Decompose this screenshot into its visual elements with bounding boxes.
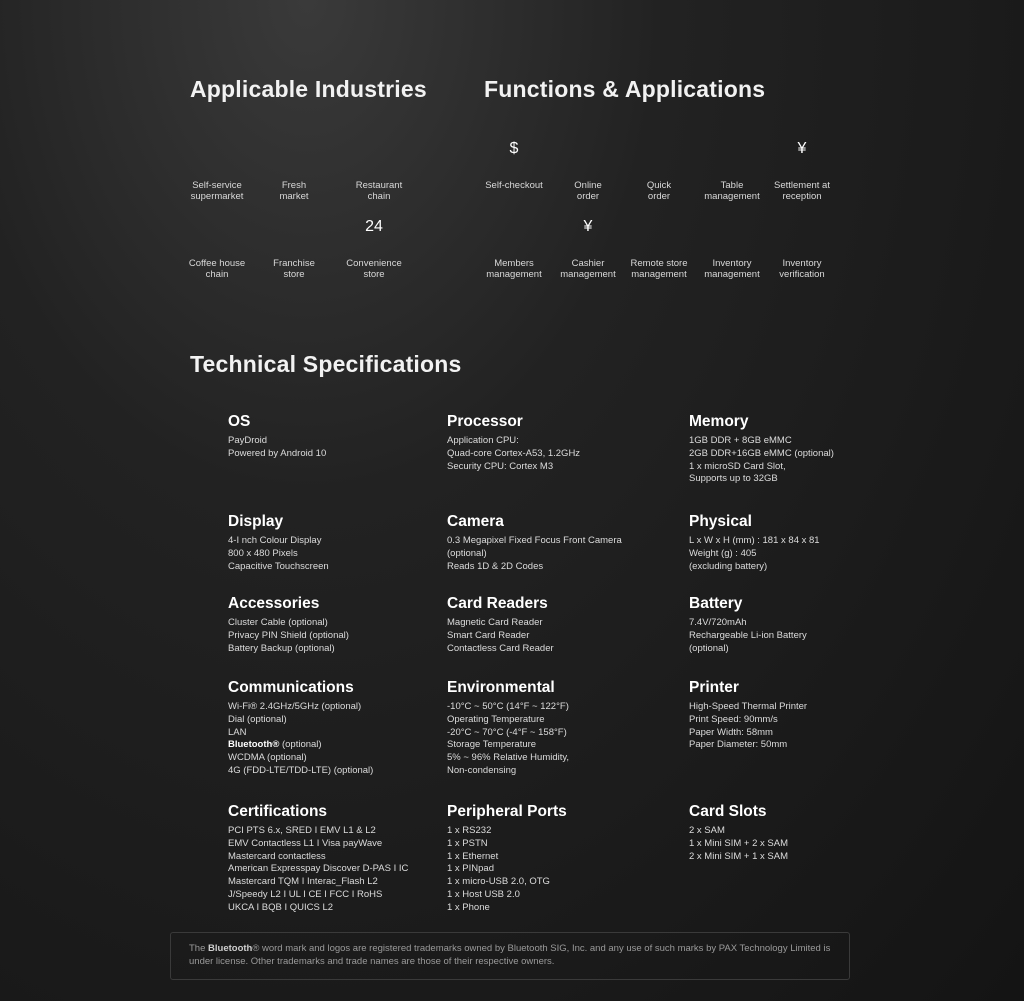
spec-line: Operating Temperature xyxy=(447,713,545,725)
spec-line: 2GB DDR+16GB eMMC (optional) xyxy=(689,447,834,459)
spec-line: Print Speed: 90mm/s xyxy=(689,713,778,725)
cutlery-icon xyxy=(361,140,397,176)
industry-item xyxy=(175,140,259,202)
spec-line: -20°C ~ 70°C (-4°F ~ 158°F) xyxy=(447,726,567,738)
spec-line: Paper Width: 58mm xyxy=(689,726,773,738)
spec-line: 1 x Mini SIM + 2 x SAM xyxy=(689,837,788,849)
spec-title: Card Readers xyxy=(447,595,548,612)
function-item xyxy=(617,140,701,202)
trademark-notice: The Bluetooth® word mark and logos are registered trademarks owned by Bluetooth SIG, Inc. and any use of such marks by PAX Technology Limited is under license. Other trademarks and trade names are those of their respective owners. xyxy=(170,932,850,980)
spec-line: 0.3 Megapixel Fixed Focus Front Camera xyxy=(447,535,622,546)
spec-line: L x W x H (mm) : 181 x 84 x 81 xyxy=(689,535,820,546)
function-label: Cashier management xyxy=(560,258,616,280)
spec-lines xyxy=(228,825,408,915)
battery-icon xyxy=(651,594,673,616)
printer-icon xyxy=(651,678,673,700)
spec-title: Certifications xyxy=(228,803,328,820)
spec-line: (optional) xyxy=(689,642,729,654)
spec-line: 1 x micro-USB 2.0, OTG xyxy=(447,876,550,888)
function-item xyxy=(760,218,844,280)
function-label: Inventory verification xyxy=(779,258,825,280)
industry-item xyxy=(252,140,336,202)
search-box-icon xyxy=(784,218,820,254)
spec-title: Memory xyxy=(689,413,749,430)
spec-line: (excluding battery) xyxy=(689,560,768,572)
spec-line: 800 x 480 Pixels xyxy=(228,547,298,559)
spec-lines xyxy=(689,701,807,752)
function-label: Members management xyxy=(486,258,542,280)
receipt-icon xyxy=(496,140,532,176)
spec-lines xyxy=(689,435,834,486)
industry-label: Coffee house chain xyxy=(188,258,246,280)
industry-label: Franchise store xyxy=(273,258,315,280)
functions-title: Functions & Applications xyxy=(484,76,766,102)
box-icon xyxy=(714,218,750,254)
sim-slot-icon xyxy=(651,802,673,824)
spec-title: Physical xyxy=(689,513,752,530)
spec-line: Wi-Fi® 2.4GHz/5GHz (optional) xyxy=(228,701,362,712)
industry-item xyxy=(337,140,421,202)
camera-icon xyxy=(409,512,431,534)
spec-line: 1 x Host USB 2.0 xyxy=(447,888,520,900)
spec-line: Dial (optional) xyxy=(228,713,287,725)
wallet-icon xyxy=(784,140,820,176)
spec-line: Weight (g) : 405 xyxy=(689,547,757,559)
spec-line: 1 x RS232 xyxy=(447,825,492,836)
spec-title: Communications xyxy=(228,679,354,696)
coffee-icon xyxy=(199,218,235,254)
industries-title: Applicable Industries xyxy=(190,76,427,102)
spec-title: Battery xyxy=(689,595,743,612)
spec-line: Rechargeable Li-ion Battery xyxy=(689,629,807,641)
industry-label: Restaurant chain xyxy=(355,180,403,202)
spec-title: Display xyxy=(228,513,284,530)
spec-lines xyxy=(447,825,550,915)
spec-lines xyxy=(447,701,569,778)
function-label: Quick order xyxy=(646,180,672,202)
spec-line: Non-condensing xyxy=(447,764,517,776)
function-label: Settlement at reception xyxy=(774,180,830,202)
eye-icon xyxy=(641,218,677,254)
spec-line: Cluster Cable (optional) xyxy=(228,617,328,628)
24h-icon xyxy=(356,218,392,254)
specs-title: Technical Specifications xyxy=(190,351,462,377)
svg-text:$: $ xyxy=(509,140,519,157)
gear-icon xyxy=(190,594,212,616)
card-reader-icon xyxy=(409,594,431,616)
memory-icon xyxy=(651,412,673,434)
spec-lines xyxy=(447,535,622,573)
spec-lines xyxy=(228,435,326,461)
sofa-icon xyxy=(714,140,750,176)
spec-line: 1 x microSD Card Slot, xyxy=(689,460,786,472)
spec-line: Reads 1D & 2D Codes xyxy=(447,560,544,572)
spec-line: UKCA I BQB I QUICS L2 xyxy=(228,901,334,913)
spec-line: PCI PTS 6.x, SRED I EMV L1 & L2 xyxy=(228,825,376,836)
spec-line: Magnetic Card Reader xyxy=(447,617,543,628)
industry-label: Self-service supermarket xyxy=(190,180,244,202)
svg-text:¥: ¥ xyxy=(797,140,807,157)
function-label: Inventory management xyxy=(704,258,760,280)
spec-line: American Expresspay Discover D-PAS I IC xyxy=(228,863,409,875)
industry-item xyxy=(175,218,259,280)
store-icon xyxy=(199,140,235,176)
spec-line: 5% ~ 96% Relative Humidity, xyxy=(447,752,570,764)
franchise-store-icon xyxy=(276,218,312,254)
industry-item xyxy=(332,218,416,280)
signal-icon xyxy=(190,678,212,700)
spec-line: Mastercard contactless xyxy=(228,850,326,862)
spec-line: 1 x Ethernet xyxy=(447,850,499,862)
spec-title: Camera xyxy=(447,513,504,530)
industry-label: Convenience store xyxy=(346,258,402,280)
spec-line: Application CPU: xyxy=(447,435,519,446)
function-label: Remote store management xyxy=(630,258,688,280)
spec-line: PayDroid xyxy=(228,435,268,446)
chip-icon xyxy=(409,412,431,434)
spec-lines xyxy=(689,825,788,863)
spec-line: 1GB DDR + 8GB eMMC xyxy=(689,435,792,446)
spec-line: WCDMA (optional) xyxy=(228,752,307,764)
spec-line: Powered by Android 10 xyxy=(228,447,327,459)
spec-line: 7.4V/720mAh xyxy=(689,617,747,628)
spec-lines xyxy=(228,617,349,655)
spec-line: Security CPU: Cortex M3 xyxy=(447,460,554,472)
spec-line: 4-I nch Colour Display xyxy=(228,535,322,546)
spec-line: (optional) xyxy=(447,547,487,559)
users-icon xyxy=(496,218,532,254)
function-item xyxy=(760,140,844,202)
spec-line: Mastercard TQM I Interac_Flash L2 xyxy=(228,876,378,888)
cart-icon xyxy=(276,140,312,176)
spec-title: Peripheral Ports xyxy=(447,803,567,820)
spec-line: 1 x PINpad xyxy=(447,863,494,875)
spec-lines xyxy=(228,535,329,573)
spec-line: Supports up to 32GB xyxy=(689,473,778,485)
spec-line: 2 x Mini SIM + 1 x SAM xyxy=(689,850,788,862)
spec-line: 2 x SAM xyxy=(689,825,725,836)
function-item xyxy=(472,140,556,191)
spec-lines xyxy=(689,617,807,655)
spec-title: Processor xyxy=(447,413,523,430)
cloche-icon xyxy=(641,140,677,176)
spec-line: Paper Diameter: 50mm xyxy=(689,739,788,751)
spec-title: OS xyxy=(228,413,251,430)
spec-line: Contactless Card Reader xyxy=(447,642,554,654)
industry-label: Fresh market xyxy=(279,180,309,202)
spec-line: J/Speedy L2 I UL I CE I FCC I RoHS xyxy=(228,888,383,900)
sliders-icon xyxy=(409,678,431,700)
spec-title: Accessories xyxy=(228,595,320,612)
cashier-icon xyxy=(570,218,606,254)
spec-line: Capacitive Touchscreen xyxy=(228,560,329,572)
spec-lines xyxy=(689,535,820,573)
spec-line: Privacy PIN Shield (optional) xyxy=(228,629,349,641)
spec-line: Quad-core Cortex-A53, 1.2GHz xyxy=(447,447,581,459)
spec-lines xyxy=(228,701,373,778)
spec-line: EMV Contactless L1 I Visa payWave xyxy=(228,837,383,849)
spec-line: 1 x PSTN xyxy=(447,837,488,849)
spec-line: Storage Temperature xyxy=(447,739,537,751)
spec-lines xyxy=(447,435,580,473)
shield-icon xyxy=(190,802,212,824)
spec-line: LAN xyxy=(228,726,247,738)
spec-title: Environmental xyxy=(447,679,555,696)
plug-icon xyxy=(409,802,431,824)
spec-lines xyxy=(447,617,554,655)
monitor-check-icon xyxy=(570,140,606,176)
spec-line: High-Speed Thermal Printer xyxy=(689,701,808,712)
spec-line: 4G (FDD-LTE/TDD-LTE) (optional) xyxy=(228,764,374,776)
function-item xyxy=(617,218,701,280)
os-icon xyxy=(190,412,212,434)
svg-text:¥: ¥ xyxy=(583,218,593,235)
spec-line: Smart Card Reader xyxy=(447,629,530,641)
function-label: Table management xyxy=(704,180,760,202)
function-label: Self-checkout xyxy=(485,180,543,191)
spec-title: Card Slots xyxy=(689,803,767,820)
spec-line: Battery Backup (optional) xyxy=(228,642,335,654)
industry-item xyxy=(252,218,336,280)
function-label: Online order xyxy=(574,180,602,202)
display-icon xyxy=(190,512,212,534)
physical-icon xyxy=(651,512,673,534)
spec-title: Printer xyxy=(689,679,739,696)
spec-line: Bluetooth® (optional) xyxy=(228,739,322,751)
function-item xyxy=(472,218,556,280)
svg-text:24: 24 xyxy=(365,218,383,235)
spec-line: 1 x Phone xyxy=(447,901,490,913)
spec-line: -10°C ~ 50°C (14°F ~ 122°F) xyxy=(447,701,569,712)
